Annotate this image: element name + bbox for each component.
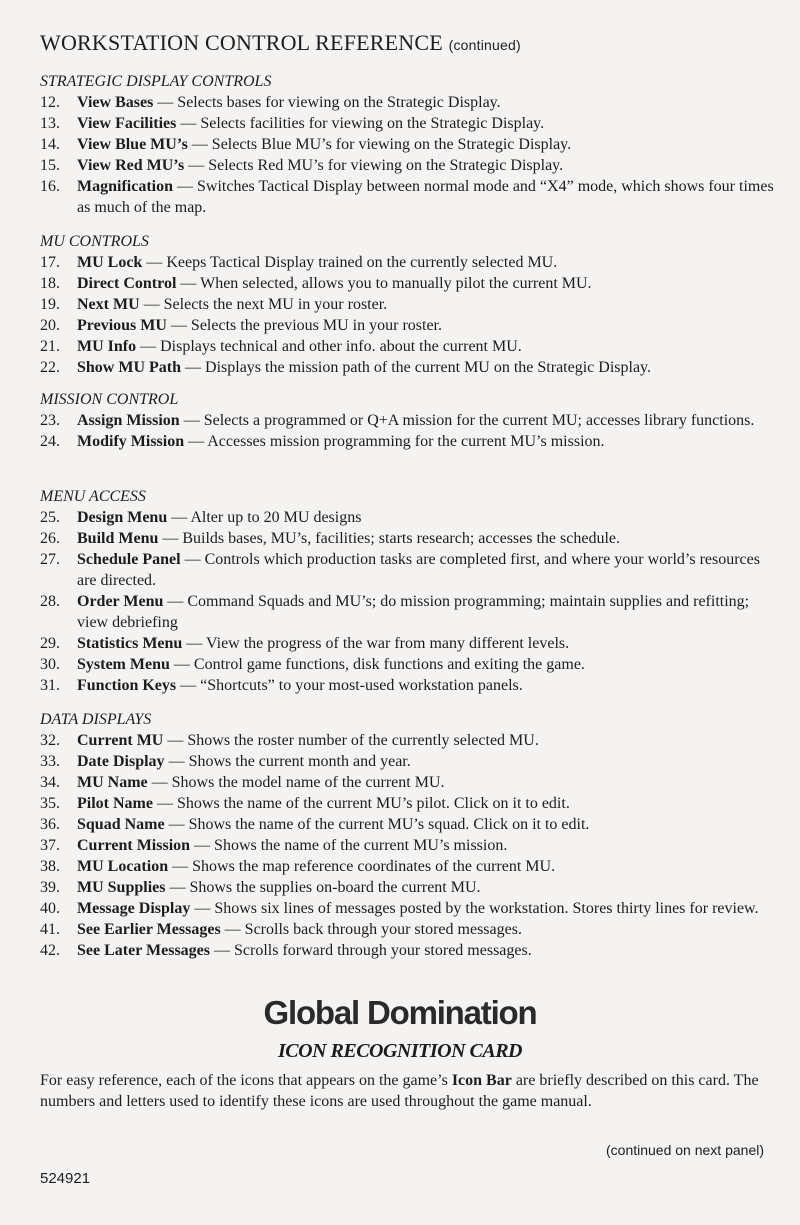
list-item bbox=[40, 410, 780, 431]
card-title: ICON RECOGNITION CARD bbox=[278, 1040, 522, 1062]
intro-icon-bar-term: Icon Bar bbox=[451, 1072, 512, 1089]
item-description: — Shows six lines of messages posted by the workstation. Stores thirty lines for review. bbox=[190, 900, 759, 917]
list-item bbox=[40, 654, 780, 675]
item-term: MU Info bbox=[77, 338, 137, 355]
item-term: View Facilities bbox=[77, 115, 177, 132]
list-item bbox=[40, 814, 780, 835]
item-description: — View the progress of the war from many different levels. bbox=[182, 635, 570, 652]
item-term: System Menu bbox=[77, 656, 170, 673]
list-item bbox=[40, 633, 780, 654]
item-description: — Alter up to 20 MU designs bbox=[167, 509, 362, 526]
item-term: Modify Mission bbox=[77, 433, 185, 450]
item-description: — When selected, allows you to manually pilot the current MU. bbox=[176, 275, 592, 292]
item-number: 42. bbox=[40, 942, 60, 959]
item-term: See Later Messages bbox=[77, 942, 210, 959]
list-item bbox=[40, 315, 780, 336]
list-item bbox=[40, 273, 780, 294]
item-description: — Shows the name of the current MU’s pilot. Click on it to edit. bbox=[152, 795, 570, 812]
item-term: Direct Control bbox=[77, 275, 177, 292]
item-number: 41. bbox=[40, 921, 60, 938]
list-item bbox=[40, 793, 780, 814]
item-description: — Shows the name of the current MU’s squad. Click on it to edit. bbox=[164, 816, 590, 833]
item-number: 27. bbox=[40, 551, 60, 568]
item-term: Current MU bbox=[77, 732, 164, 749]
list-item bbox=[40, 675, 780, 696]
item-term: Next MU bbox=[77, 296, 140, 313]
item-description: — Builds bases, MU’s, facilities; starts research; accesses the schedule. bbox=[158, 530, 621, 547]
list-item bbox=[40, 835, 780, 856]
item-number: 33. bbox=[40, 753, 60, 770]
item-description: — Selects bases for viewing on the Strategic Display. bbox=[153, 94, 501, 111]
item-term: Magnification bbox=[77, 178, 173, 195]
intro-text-start: For easy reference, each of the icons that appears on the game’s bbox=[40, 1072, 452, 1089]
list-item bbox=[40, 877, 780, 898]
item-term: MU Location bbox=[77, 858, 169, 875]
item-description: — Accesses mission programming for the current MU’s mission. bbox=[184, 433, 605, 450]
item-description: — Selects Blue MU’s for viewing on the Strategic Display. bbox=[187, 136, 572, 153]
list-item bbox=[40, 730, 780, 751]
item-number: 14. bbox=[40, 136, 60, 153]
item-number: 15. bbox=[40, 157, 60, 174]
list-item bbox=[40, 252, 780, 273]
item-description: — Keeps Tactical Display trained on the currently selected MU. bbox=[142, 254, 558, 271]
list-item bbox=[40, 856, 780, 877]
item-term: Schedule Panel bbox=[77, 551, 181, 568]
list-item bbox=[40, 528, 780, 549]
item-term: Statistics Menu bbox=[77, 635, 183, 652]
item-term: Design Menu bbox=[77, 509, 168, 526]
item-number: 29. bbox=[40, 635, 60, 652]
item-description: — Shows the model name of the current MU. bbox=[147, 774, 445, 791]
item-number: 18. bbox=[40, 275, 60, 292]
item-term: MU Name bbox=[77, 774, 148, 791]
item-number: 36. bbox=[40, 816, 60, 833]
item-number: 37. bbox=[40, 837, 60, 854]
title-continued: (continued) bbox=[448, 37, 521, 53]
item-number: 16. bbox=[40, 178, 60, 195]
item-number: 26. bbox=[40, 530, 60, 547]
item-term: Build Menu bbox=[77, 530, 159, 547]
item-term: Function Keys bbox=[77, 677, 177, 694]
item-number: 30. bbox=[40, 656, 60, 673]
item-description: — Command Squads and MU’s; do mission programming; maintain supplies and refitting; view debriefing bbox=[77, 593, 750, 631]
item-number: 32. bbox=[40, 732, 60, 749]
item-term: See Earlier Messages bbox=[77, 921, 221, 938]
game-logo-title: Global Domination bbox=[263, 994, 537, 1031]
item-term: Date Display bbox=[77, 753, 165, 770]
item-number: 39. bbox=[40, 879, 60, 896]
item-number: 25. bbox=[40, 509, 60, 526]
item-description: — Scrolls forward through your stored messages. bbox=[210, 942, 532, 959]
list-item bbox=[40, 591, 780, 633]
section-data-displays bbox=[40, 710, 780, 961]
section-heading: MU CONTROLS bbox=[40, 233, 149, 250]
list-item bbox=[40, 898, 780, 919]
intro-text-end: are briefly described on this card. The numbers and letters used to identify these icons are used throughout the game manual. bbox=[40, 1072, 759, 1110]
item-number: 21. bbox=[40, 338, 60, 355]
list-item bbox=[40, 940, 780, 961]
item-description: — Shows the roster number of the currently selected MU. bbox=[163, 732, 539, 749]
item-term: Current Mission bbox=[77, 837, 191, 854]
item-description: — Shows the map reference coordinates of the current MU. bbox=[168, 858, 556, 875]
section-heading: DATA DISPLAYS bbox=[40, 711, 152, 728]
item-number: 13. bbox=[40, 115, 60, 132]
section-strategic-display-controls bbox=[40, 72, 780, 218]
item-number: 12. bbox=[40, 94, 60, 111]
item-term: View Bases bbox=[77, 94, 154, 111]
item-term: Previous MU bbox=[77, 317, 167, 334]
item-term: MU Lock bbox=[77, 254, 143, 271]
list-item bbox=[40, 549, 780, 591]
list-item bbox=[40, 772, 780, 793]
section-menu-access bbox=[40, 487, 780, 696]
item-description: — Shows the current month and year. bbox=[164, 753, 411, 770]
list-item bbox=[40, 155, 780, 176]
section-mission-control bbox=[40, 390, 780, 452]
item-number: 34. bbox=[40, 774, 60, 791]
section-heading: STRATEGIC DISPLAY CONTROLS bbox=[40, 73, 272, 90]
item-number: 38. bbox=[40, 858, 60, 875]
item-number: 20. bbox=[40, 317, 60, 334]
list-item bbox=[40, 134, 780, 155]
list-item bbox=[40, 92, 780, 113]
item-term: Message Display bbox=[77, 900, 191, 917]
item-description: — Switches Tactical Display between normal mode and “X4” mode, which shows four times as much of the map. bbox=[77, 178, 774, 216]
title-text: WORKSTATION CONTROL REFERENCE bbox=[40, 30, 443, 55]
item-description: — Control game functions, disk functions and exiting the game. bbox=[169, 656, 585, 673]
item-term: Pilot Name bbox=[77, 795, 153, 812]
item-description: — Selects facilities for viewing on the Strategic Display. bbox=[176, 115, 545, 132]
item-description: — Controls which production tasks are completed first, and where your world’s resources are directed. bbox=[77, 551, 760, 589]
list-item bbox=[40, 431, 780, 452]
list-item bbox=[40, 507, 780, 528]
item-term: Show MU Path bbox=[77, 359, 182, 376]
item-number: 19. bbox=[40, 296, 60, 313]
item-number: 31. bbox=[40, 677, 60, 694]
item-description: — Displays technical and other info. about the current MU. bbox=[136, 338, 522, 355]
item-number: 28. bbox=[40, 593, 60, 610]
item-term: Order Menu bbox=[77, 593, 164, 610]
item-number: 22. bbox=[40, 359, 60, 376]
item-description: — Selects the previous MU in your roster. bbox=[166, 317, 442, 334]
item-term: Assign Mission bbox=[77, 412, 180, 429]
item-description: — Selects a programmed or Q+A mission for the current MU; accesses library functions. bbox=[179, 412, 755, 429]
item-number: 35. bbox=[40, 795, 60, 812]
list-item bbox=[40, 336, 780, 357]
list-item bbox=[40, 919, 780, 940]
page-title bbox=[40, 30, 521, 56]
section-mu-controls bbox=[40, 232, 780, 378]
section-heading: MENU ACCESS bbox=[40, 488, 146, 505]
item-term: Squad Name bbox=[77, 816, 165, 833]
item-number: 23. bbox=[40, 412, 60, 429]
section-heading: MISSION CONTROL bbox=[40, 391, 179, 408]
item-number: 40. bbox=[40, 900, 60, 917]
item-term: View Blue MU’s bbox=[77, 136, 188, 153]
item-term: View Red MU’s bbox=[77, 157, 185, 174]
item-description: — Displays the mission path of the current MU on the Strategic Display. bbox=[181, 359, 652, 376]
intro-paragraph bbox=[40, 1070, 770, 1112]
list-item bbox=[40, 113, 780, 134]
continued-note: (continued on next panel) bbox=[606, 1142, 764, 1158]
item-term: MU Supplies bbox=[77, 879, 166, 896]
item-description: — Scrolls back through your stored messages. bbox=[220, 921, 522, 938]
list-item bbox=[40, 294, 780, 315]
item-number: 24. bbox=[40, 433, 60, 450]
item-description: — Shows the supplies on-board the current MU. bbox=[165, 879, 481, 896]
item-description: — Selects the next MU in your roster. bbox=[139, 296, 388, 313]
item-number: 17. bbox=[40, 254, 60, 271]
item-description: — Shows the name of the current MU’s mission. bbox=[190, 837, 508, 854]
item-description: — “Shortcuts” to your most-used workstation panels. bbox=[176, 677, 523, 694]
list-item bbox=[40, 751, 780, 772]
list-item bbox=[40, 357, 780, 378]
product-code: 524921 bbox=[40, 1170, 91, 1187]
list-item bbox=[40, 176, 780, 218]
item-description: — Selects Red MU’s for viewing on the Strategic Display. bbox=[184, 157, 564, 174]
